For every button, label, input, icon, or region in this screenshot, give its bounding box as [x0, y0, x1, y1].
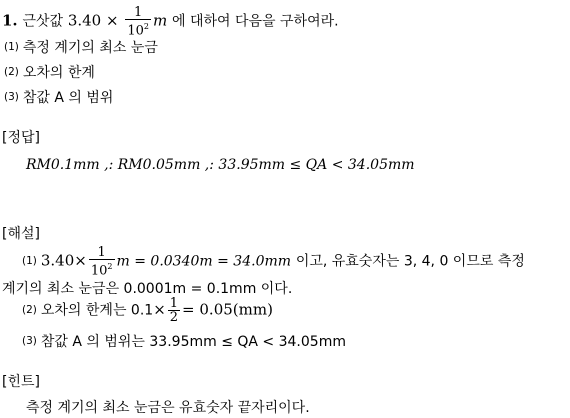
explanation-heading: [해설]	[2, 226, 40, 242]
item-marker: (2)	[22, 303, 37, 316]
explanation-line-2: 계기의 최소 눈금은 0.0001m = 0.1mm 이다.	[2, 281, 293, 297]
times-symbol: ×	[106, 11, 119, 30]
item-text: 측정 계기의 최소 눈금	[22, 40, 158, 56]
answer-heading: [정답]	[2, 130, 40, 146]
fraction-denominator: 2	[169, 310, 179, 325]
problem-stem-suffix: 에 대하여 다음을 구하여라.	[172, 13, 339, 30]
fraction-denominator	[89, 259, 115, 277]
hint-heading: [힌트]	[2, 374, 40, 390]
problem-unit: m	[153, 11, 168, 30]
times-symbol: ×	[153, 300, 166, 319]
fraction-numerator: 1	[169, 296, 179, 311]
item-marker: (1)	[22, 254, 37, 267]
problem-stem-prefix: 근삿값	[22, 13, 64, 30]
item-marker: (3)	[22, 335, 37, 347]
explanation-line-4	[22, 332, 346, 351]
hint-text: 측정 계기의 최소 눈금은 유효숫자 끝자리이다.	[26, 400, 310, 416]
fraction-denominator-base: 10	[90, 263, 108, 279]
times-symbol: ×	[74, 251, 87, 270]
explanation-text: 참값 A 의 범위는 33.95mm ≤ QA < 34.05mm	[40, 334, 346, 350]
explanation-text: 이고, 유효숫자는 3, 4, 0 이므로 측정	[295, 253, 525, 270]
answer-line: RM0.1mm ,: RM0.05mm ,: 33.95mm ≤ QA < 34.05mm	[26, 157, 415, 173]
fraction-denominator-exponent: 2	[143, 22, 149, 31]
explanation-text: 오차의 한계는 0.1	[40, 302, 154, 319]
explanation-fraction	[89, 246, 115, 277]
fraction-denominator	[125, 19, 151, 37]
problem-number: 1.	[2, 11, 18, 30]
problem-item-1	[4, 38, 158, 57]
item-text: 참값 A 의 범위	[22, 90, 114, 106]
problem-item-2	[4, 63, 95, 82]
item-marker: (1)	[4, 41, 19, 53]
explanation-line-3	[22, 297, 273, 324]
explanation-value: 3.40	[40, 251, 75, 270]
problem-stem	[2, 6, 339, 37]
item-marker: (3)	[4, 91, 19, 103]
explanation-line-1	[22, 246, 525, 277]
problem-fraction	[125, 6, 151, 37]
fraction-numerator: 1	[134, 5, 143, 20]
fraction-denominator-exponent: 2	[107, 262, 113, 271]
problem-stem-value: 3.40	[67, 11, 102, 30]
item-text: 오차의 한계	[22, 65, 95, 81]
explanation-equation: = 0.05(mm)	[182, 300, 273, 319]
fraction-denominator-base: 10	[127, 23, 144, 39]
fraction-numerator: 1	[97, 245, 106, 260]
explanation-equation: m = 0.0340m = 34.0mm	[116, 253, 292, 270]
explanation-fraction	[168, 297, 180, 324]
problem-item-3	[4, 88, 113, 107]
item-marker: (2)	[4, 66, 19, 78]
